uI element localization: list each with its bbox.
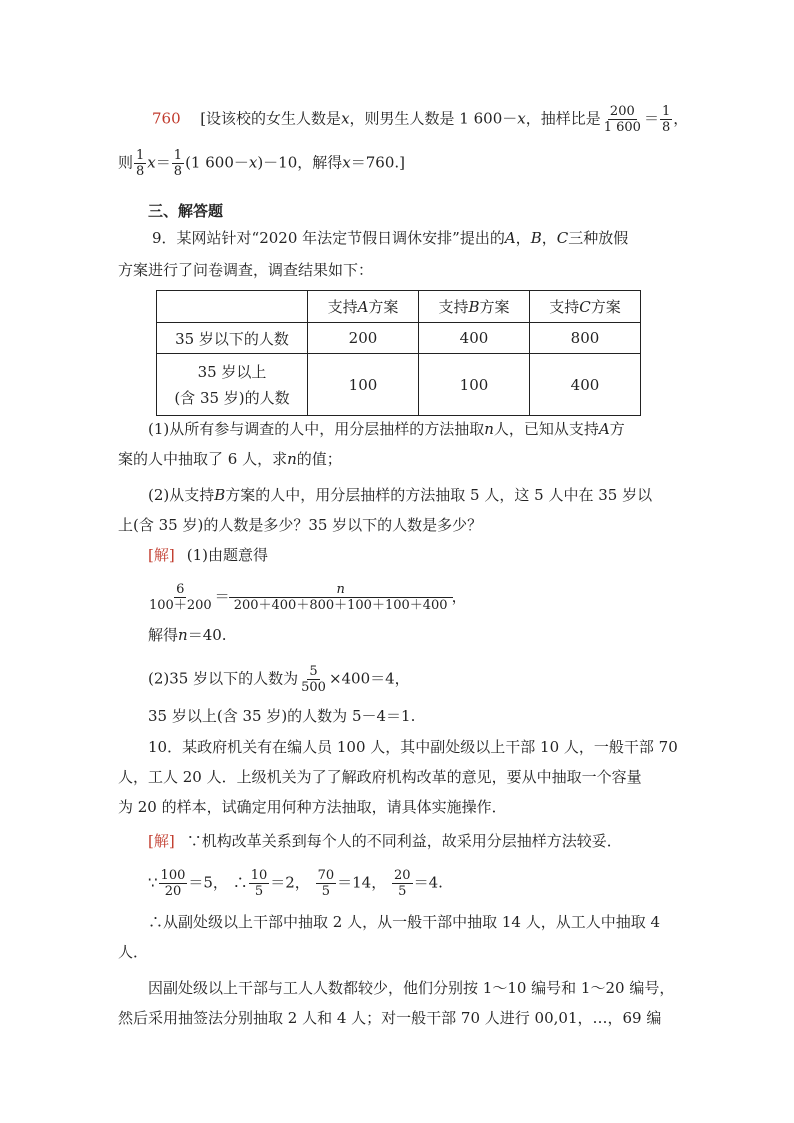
row-label: 35 岁以上 (含 35 岁)的人数 <box>157 354 308 416</box>
var-x: x <box>342 153 351 172</box>
fraction: $\frac{200}{1 600}$ <box>603 104 641 135</box>
answer-text: ＝760.] <box>350 153 406 172</box>
q9-sub1-cont: 案的人中抽取了 6 人，求n的值； <box>118 450 342 468</box>
table-header: 支持C方案 <box>530 291 641 323</box>
q10-ratios: ∵ $\frac{100}{20}$ ＝5， ∴ $\frac{10}{5}$ ＝2， $\frac{70}{5}$ ＝14， $\frac{20}{5}$ ＝4. <box>148 868 443 899</box>
table-header: 支持A方案 <box>308 291 419 323</box>
answer-text: ，抽样比是 <box>525 109 601 128</box>
fraction: $\frac{5}{500}$ <box>301 664 326 695</box>
fraction: $\frac{6}{100+200}$ <box>149 582 212 613</box>
table-cell: 800 <box>530 323 641 354</box>
q10-line-1: 10．某政府机关有在编人员 100 人，其中副处级以上干部 10 人，一般干部 70 <box>148 738 678 756</box>
fraction: $\frac{1}{8}$ <box>661 104 671 135</box>
var-x: x <box>248 153 258 172</box>
fraction: $\frac{1}{8}$ <box>136 148 145 179</box>
survey-table <box>156 290 641 416</box>
section-title: 三、解答题 <box>148 202 224 220</box>
fraction: $\frac{100}{20}$ <box>160 868 186 899</box>
answer-text: ，则男生人数是 1 600－ <box>349 109 518 128</box>
answer-text: )－10，解得 <box>257 153 343 172</box>
fraction: $\frac{20}{5}$ <box>394 868 411 899</box>
table-cell: 400 <box>530 354 641 416</box>
q9-line-2: 方案进行了问卷调查，调查结果如下： <box>118 261 374 279</box>
answer-text: 则 <box>118 153 134 172</box>
table-cell: 200 <box>308 323 419 354</box>
var-x: x <box>517 109 526 128</box>
table-cell: 100 <box>308 354 419 416</box>
q9-solve-n: 解得n＝40. <box>148 626 227 644</box>
table-corner <box>157 291 308 323</box>
q9-sol2-b: 35 岁以上(含 35 岁)的人数为 5－4＝1. <box>148 707 416 725</box>
q10-line-2: 人，工人 20 人．上级机关为了了解政府机构改革的意见，要从中抽取一个容量 <box>118 768 642 786</box>
q10-solution: [解] ∵机构改革关系到每个人的不同利益，故采用分层抽样方法较妥． <box>148 832 622 850</box>
q9-sub1: (1)从所有参与调查的人中，用分层抽样的方法抽取n人，已知从支持A方 <box>148 420 625 438</box>
var-x: x <box>147 153 156 172</box>
q10-sol-6: 然后采用抽签法分别抽取 2 人和 4 人；对一般干部 70 人进行 00,01，…，69 编 <box>118 1009 662 1027</box>
q9-equation: $\frac{6}{100+200}$ ＝ $\frac{n}{200+400+800+100+100+400}$ ， <box>149 582 467 613</box>
table-cell: 100 <box>419 354 530 416</box>
row-label: 35 岁以下的人数 <box>157 323 308 354</box>
q10-sol-4: 人． <box>118 943 149 961</box>
solution-tag: [解] <box>148 832 175 850</box>
fraction: $\frac{1}{8}$ <box>173 148 183 179</box>
q9-sub2: (2)从支持B方案的人中，用分层抽样的方法抽取 5 人，这 5 人中在 35 岁以 <box>148 486 653 504</box>
table-header: 支持B方案 <box>419 291 530 323</box>
equals: ＝ <box>155 153 171 172</box>
answer-line <box>152 104 688 135</box>
equals: ＝ <box>643 109 659 128</box>
var-x: x <box>341 109 350 128</box>
fraction: $\frac{10}{5}$ <box>250 868 268 899</box>
q9-line-1: 9．某网站针对“2020 年法定节假日调休安排”提出的A，B，C三种放假 <box>152 229 629 247</box>
q9-sub2-cont: 上(含 35 岁)的人数是多少？35 岁以下的人数是多少？ <box>118 516 483 534</box>
q9-solution: [解] (1)由题意得 <box>148 546 268 564</box>
comma: ， <box>673 109 689 128</box>
answer-text: [设该校的女生人数是 <box>200 109 342 128</box>
solution-tag: [解] <box>148 546 175 564</box>
fraction: $\frac{n}{200+400+800+100+100+400}$ <box>231 582 451 613</box>
answer-text: (1 600－ <box>185 153 249 172</box>
q10-sol-3: ∴从副处级以上干部中抽取 2 人，从一般干部中抽取 14 人，从工人中抽取 4 <box>148 913 661 931</box>
answer-value: 760 <box>152 109 181 128</box>
answer-line-2 <box>118 148 405 179</box>
q10-line-3: 为 20 的样本，试确定用何种方法抽取，请具体实施操作． <box>118 798 507 816</box>
q10-sol-5: 因副处级以上干部与工人人数都较少，他们分别按 1～10 编号和 1～20 编号， <box>148 979 675 997</box>
fraction: $\frac{70}{5}$ <box>317 868 335 899</box>
q9-sol2: (2)35 岁以下的人数为 $\frac{5}{500}$ ×400＝4， <box>148 664 410 695</box>
table-cell: 400 <box>419 323 530 354</box>
